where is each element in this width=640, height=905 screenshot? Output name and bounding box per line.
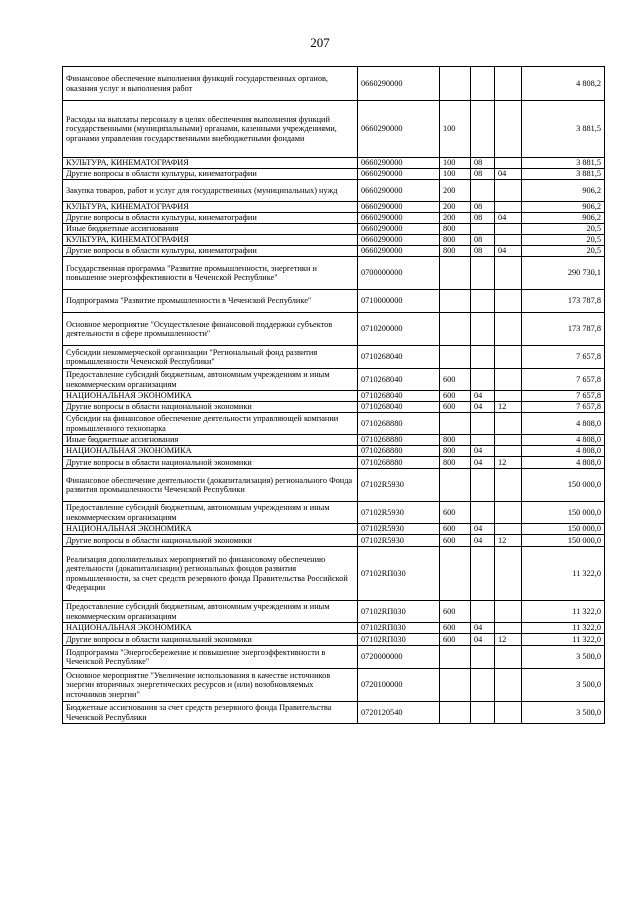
row-amount-cell: 290 730,1 — [522, 257, 605, 290]
table-row — [63, 402, 605, 413]
row-section-cell: 04 — [471, 391, 495, 402]
table-row — [63, 257, 605, 290]
row-expense-type-cell: 600 — [440, 391, 471, 402]
row-code-cell: 0660290000 — [358, 169, 440, 180]
row-amount-cell: 7 657,8 — [522, 391, 605, 402]
table-row — [63, 391, 605, 402]
row-amount-cell: 4 808,0 — [522, 413, 605, 435]
row-amount-cell: 4 808,2 — [522, 67, 605, 101]
row-code-cell: 07102R5930 — [358, 524, 440, 535]
row-section-cell — [471, 669, 495, 702]
table-row — [63, 669, 605, 702]
row-name-cell: Субсидии на финансовое обеспечение деятельности управляющей компании промышленного технопарка — [63, 413, 358, 435]
row-code-cell: 07102RП030 — [358, 547, 440, 601]
row-amount-cell: 906,2 — [522, 213, 605, 224]
row-subsection-cell: 12 — [495, 535, 522, 547]
row-expense-type-cell — [440, 646, 471, 669]
row-subsection-cell — [495, 601, 522, 623]
row-section-cell: 04 — [471, 446, 495, 457]
row-section-cell — [471, 646, 495, 669]
table-row — [63, 524, 605, 535]
row-expense-type-cell — [440, 702, 471, 724]
row-code-cell: 0700000000 — [358, 257, 440, 290]
table-row — [63, 702, 605, 724]
table-row — [63, 469, 605, 502]
row-expense-type-cell — [440, 346, 471, 369]
table-row — [63, 169, 605, 180]
row-expense-type-cell — [440, 547, 471, 601]
row-amount-cell: 906,2 — [522, 180, 605, 202]
row-amount-cell: 20,5 — [522, 224, 605, 235]
table-row — [63, 180, 605, 202]
table-row — [63, 101, 605, 158]
row-subsection-cell — [495, 435, 522, 446]
table-row — [63, 446, 605, 457]
row-amount-cell: 11 322,0 — [522, 547, 605, 601]
row-expense-type-cell: 600 — [440, 601, 471, 623]
row-code-cell: 0660290000 — [358, 180, 440, 202]
row-amount-cell: 3 881,5 — [522, 101, 605, 158]
row-section-cell: 08 — [471, 246, 495, 257]
row-subsection-cell — [495, 547, 522, 601]
row-name-cell: Другие вопросы в области культуры, кинематографии — [63, 169, 358, 180]
row-section-cell: 08 — [471, 235, 495, 246]
row-subsection-cell: 04 — [495, 246, 522, 257]
row-expense-type-cell — [440, 413, 471, 435]
row-subsection-cell: 04 — [495, 213, 522, 224]
row-amount-cell: 11 322,0 — [522, 634, 605, 646]
table-row — [63, 202, 605, 213]
row-section-cell — [471, 547, 495, 601]
row-code-cell: 0660290000 — [358, 235, 440, 246]
row-subsection-cell — [495, 290, 522, 313]
row-subsection-cell — [495, 224, 522, 235]
table-row — [63, 224, 605, 235]
row-section-cell: 04 — [471, 535, 495, 547]
row-name-cell: Предоставление субсидий бюджетным, автономным учреждениям и иным некоммерческим организациям — [63, 502, 358, 524]
row-name-cell: Иные бюджетные ассигнования — [63, 435, 358, 446]
row-code-cell: 0660290000 — [358, 202, 440, 213]
row-subsection-cell — [495, 669, 522, 702]
row-subsection-cell — [495, 158, 522, 169]
row-name-cell: НАЦИОНАЛЬНАЯ ЭКОНОМИКА — [63, 391, 358, 402]
row-expense-type-cell — [440, 290, 471, 313]
row-section-cell — [471, 702, 495, 724]
row-name-cell: Бюджетные ассигнования за счет средств резервного фонда Правительства Чеченской Республики — [63, 702, 358, 724]
row-name-cell: НАЦИОНАЛЬНАЯ ЭКОНОМИКА — [63, 446, 358, 457]
row-code-cell: 07102RП030 — [358, 601, 440, 623]
row-name-cell: НАЦИОНАЛЬНАЯ ЭКОНОМИКА — [63, 524, 358, 535]
row-subsection-cell — [495, 180, 522, 202]
row-name-cell: Другие вопросы в области национальной экономики — [63, 535, 358, 547]
row-subsection-cell — [495, 235, 522, 246]
row-code-cell: 0710268040 — [358, 346, 440, 369]
row-subsection-cell — [495, 502, 522, 524]
row-amount-cell: 173 787,8 — [522, 313, 605, 346]
row-name-cell: Иные бюджетные ассигнования — [63, 224, 358, 235]
table-row — [63, 601, 605, 623]
budget-table-body — [63, 67, 605, 724]
row-section-cell: 04 — [471, 524, 495, 535]
table-row — [63, 158, 605, 169]
row-name-cell: Подпрограмма "Развитие промышленности в Чеченской Республике" — [63, 290, 358, 313]
row-name-cell: Государственная программа "Развитие промышленности, энергетики и повышение энергоэффективности в Чеченской Республике" — [63, 257, 358, 290]
row-expense-type-cell: 600 — [440, 402, 471, 413]
row-amount-cell: 150 000,0 — [522, 502, 605, 524]
row-name-cell: КУЛЬТУРА, КИНЕМАТОГРАФИЯ — [63, 158, 358, 169]
row-code-cell: 0660290000 — [358, 101, 440, 158]
row-expense-type-cell: 800 — [440, 246, 471, 257]
row-expense-type-cell: 100 — [440, 101, 471, 158]
row-code-cell: 0660290000 — [358, 213, 440, 224]
row-amount-cell: 3 881,5 — [522, 158, 605, 169]
row-code-cell: 0720120540 — [358, 702, 440, 724]
row-subsection-cell — [495, 369, 522, 391]
budget-table — [62, 66, 605, 724]
row-section-cell: 08 — [471, 213, 495, 224]
row-section-cell — [471, 224, 495, 235]
table-row — [63, 623, 605, 634]
row-name-cell: НАЦИОНАЛЬНАЯ ЭКОНОМИКА — [63, 623, 358, 634]
row-code-cell: 0660290000 — [358, 224, 440, 235]
row-amount-cell: 3 500,0 — [522, 669, 605, 702]
page-number: 207 — [310, 35, 330, 50]
table-row — [63, 67, 605, 101]
row-name-cell: Другие вопросы в области национальной экономики — [63, 457, 358, 469]
row-subsection-cell: 12 — [495, 402, 522, 413]
row-amount-cell: 150 000,0 — [522, 524, 605, 535]
row-name-cell: Предоставление субсидий бюджетным, автономным учреждениям и иным некоммерческим организациям — [63, 601, 358, 623]
row-subsection-cell — [495, 313, 522, 346]
row-expense-type-cell: 600 — [440, 524, 471, 535]
row-amount-cell: 11 322,0 — [522, 601, 605, 623]
row-expense-type-cell: 600 — [440, 634, 471, 646]
row-name-cell: Другие вопросы в области культуры, кинематографии — [63, 213, 358, 224]
row-subsection-cell — [495, 524, 522, 535]
row-section-cell — [471, 257, 495, 290]
row-section-cell: 08 — [471, 158, 495, 169]
row-name-cell: Субсидии некоммерческой организации "Региональный фонд развития промышленности Чеченской Республики" — [63, 346, 358, 369]
row-amount-cell: 7 657,8 — [522, 402, 605, 413]
row-section-cell — [471, 180, 495, 202]
row-code-cell: 0710268880 — [358, 413, 440, 435]
row-expense-type-cell — [440, 469, 471, 502]
table-row — [63, 435, 605, 446]
row-name-cell: КУЛЬТУРА, КИНЕМАТОГРАФИЯ — [63, 202, 358, 213]
row-expense-type-cell: 800 — [440, 435, 471, 446]
row-amount-cell: 4 808,0 — [522, 457, 605, 469]
row-name-cell: Закупка товаров, работ и услуг для государственных (муниципальных) нужд — [63, 180, 358, 202]
row-expense-type-cell: 100 — [440, 158, 471, 169]
row-expense-type-cell — [440, 67, 471, 101]
row-amount-cell: 906,2 — [522, 202, 605, 213]
row-section-cell — [471, 346, 495, 369]
row-amount-cell: 3 881,5 — [522, 169, 605, 180]
row-amount-cell: 11 322,0 — [522, 623, 605, 634]
row-name-cell: Другие вопросы в области национальной экономики — [63, 634, 358, 646]
row-expense-type-cell — [440, 257, 471, 290]
row-expense-type-cell: 800 — [440, 224, 471, 235]
row-code-cell: 0710268880 — [358, 435, 440, 446]
row-name-cell: Финансовое обеспечение деятельности (докапитализация) регионального Фонда развития промышленности Чеченской Республики — [63, 469, 358, 502]
row-code-cell: 0710268040 — [358, 402, 440, 413]
row-code-cell: 0710268040 — [358, 369, 440, 391]
row-name-cell: КУЛЬТУРА, КИНЕМАТОГРАФИЯ — [63, 235, 358, 246]
row-expense-type-cell: 100 — [440, 169, 471, 180]
row-name-cell: Реализация дополнительных мероприятий по финансовому обеспечению деятельности (докапитализации) региональных фондов развития промышленности, за счет средств резервного фонда Правительства Российской Федерации — [63, 547, 358, 601]
row-expense-type-cell: 600 — [440, 623, 471, 634]
row-name-cell: Другие вопросы в области национальной экономики — [63, 402, 358, 413]
row-subsection-cell — [495, 446, 522, 457]
table-row — [63, 634, 605, 646]
row-subsection-cell — [495, 623, 522, 634]
row-section-cell — [471, 67, 495, 101]
table-row — [63, 213, 605, 224]
row-code-cell: 0710000000 — [358, 290, 440, 313]
table-row — [63, 547, 605, 601]
row-amount-cell: 3 500,0 — [522, 646, 605, 669]
row-code-cell: 07102R5930 — [358, 469, 440, 502]
row-name-cell: Расходы на выплаты персоналу в целях обеспечения выполнения функций государственными (муниципальными) органами, казенными учреждениями, органами управления государственными внебюджетными фондами — [63, 101, 358, 158]
table-row — [63, 369, 605, 391]
row-amount-cell: 3 500,0 — [522, 702, 605, 724]
row-section-cell — [471, 313, 495, 346]
row-expense-type-cell — [440, 669, 471, 702]
row-code-cell: 0710268880 — [358, 446, 440, 457]
row-section-cell: 04 — [471, 623, 495, 634]
row-section-cell — [471, 435, 495, 446]
row-subsection-cell — [495, 469, 522, 502]
row-amount-cell: 150 000,0 — [522, 535, 605, 547]
row-name-cell: Финансовое обеспечение выполнения функций государственных органов, оказания услуг и выполнения работ — [63, 67, 358, 101]
row-amount-cell: 4 808,0 — [522, 446, 605, 457]
row-expense-type-cell — [440, 313, 471, 346]
row-section-cell — [471, 290, 495, 313]
row-expense-type-cell: 600 — [440, 535, 471, 547]
table-row — [63, 235, 605, 246]
row-section-cell: 04 — [471, 402, 495, 413]
row-subsection-cell — [495, 346, 522, 369]
row-code-cell: 07102R5930 — [358, 535, 440, 547]
row-name-cell: Другие вопросы в области культуры, кинематографии — [63, 246, 358, 257]
row-code-cell: 07102R5930 — [358, 502, 440, 524]
row-code-cell: 0660290000 — [358, 246, 440, 257]
row-amount-cell: 150 000,0 — [522, 469, 605, 502]
row-section-cell — [471, 101, 495, 158]
row-expense-type-cell: 200 — [440, 180, 471, 202]
table-row — [63, 246, 605, 257]
row-expense-type-cell: 800 — [440, 457, 471, 469]
row-code-cell: 07102RП030 — [358, 623, 440, 634]
row-expense-type-cell: 200 — [440, 213, 471, 224]
row-code-cell: 07102RП030 — [358, 634, 440, 646]
row-name-cell: Основное мероприятие "Увеличение использования в качестве источников энергии вторичных энергетических ресурсов и (или) возобновляемых источников энергии" — [63, 669, 358, 702]
row-code-cell: 0710200000 — [358, 313, 440, 346]
table-row — [63, 346, 605, 369]
row-expense-type-cell: 600 — [440, 369, 471, 391]
row-code-cell: 0720000000 — [358, 646, 440, 669]
row-expense-type-cell: 800 — [440, 446, 471, 457]
row-subsection-cell — [495, 101, 522, 158]
table-row — [63, 535, 605, 547]
row-subsection-cell — [495, 702, 522, 724]
row-code-cell: 0660290000 — [358, 158, 440, 169]
row-expense-type-cell: 200 — [440, 202, 471, 213]
row-amount-cell: 7 657,8 — [522, 346, 605, 369]
row-code-cell: 0720100000 — [358, 669, 440, 702]
row-section-cell — [471, 601, 495, 623]
row-section-cell — [471, 413, 495, 435]
row-subsection-cell — [495, 202, 522, 213]
row-subsection-cell — [495, 391, 522, 402]
row-section-cell: 04 — [471, 457, 495, 469]
row-subsection-cell: 12 — [495, 634, 522, 646]
row-subsection-cell — [495, 67, 522, 101]
row-name-cell: Предоставление субсидий бюджетным, автономным учреждениям и иным некоммерческим организациям — [63, 369, 358, 391]
row-amount-cell: 173 787,8 — [522, 290, 605, 313]
row-section-cell: 08 — [471, 202, 495, 213]
table-row — [63, 457, 605, 469]
row-code-cell: 0660290000 — [358, 67, 440, 101]
row-subsection-cell — [495, 413, 522, 435]
row-section-cell — [471, 502, 495, 524]
row-amount-cell: 7 657,8 — [522, 369, 605, 391]
row-name-cell: Основное мероприятие "Осуществление финансовой поддержки субъектов деятельности в сфере промышленности" — [63, 313, 358, 346]
table-row — [63, 502, 605, 524]
row-section-cell: 04 — [471, 634, 495, 646]
row-amount-cell: 4 808,0 — [522, 435, 605, 446]
row-section-cell — [471, 469, 495, 502]
table-row — [63, 290, 605, 313]
table-row — [63, 646, 605, 669]
row-section-cell: 08 — [471, 169, 495, 180]
row-name-cell: Подпрограмма "Энергосбережение и повышение энергоэффективности в Чеченской Республике" — [63, 646, 358, 669]
row-amount-cell: 20,5 — [522, 246, 605, 257]
table-row — [63, 313, 605, 346]
row-code-cell: 0710268040 — [358, 391, 440, 402]
row-code-cell: 0710268880 — [358, 457, 440, 469]
row-subsection-cell: 04 — [495, 169, 522, 180]
row-subsection-cell — [495, 257, 522, 290]
row-expense-type-cell: 800 — [440, 235, 471, 246]
row-section-cell — [471, 369, 495, 391]
row-subsection-cell — [495, 646, 522, 669]
row-subsection-cell: 12 — [495, 457, 522, 469]
table-row — [63, 413, 605, 435]
row-expense-type-cell: 600 — [440, 502, 471, 524]
row-amount-cell: 20,5 — [522, 235, 605, 246]
